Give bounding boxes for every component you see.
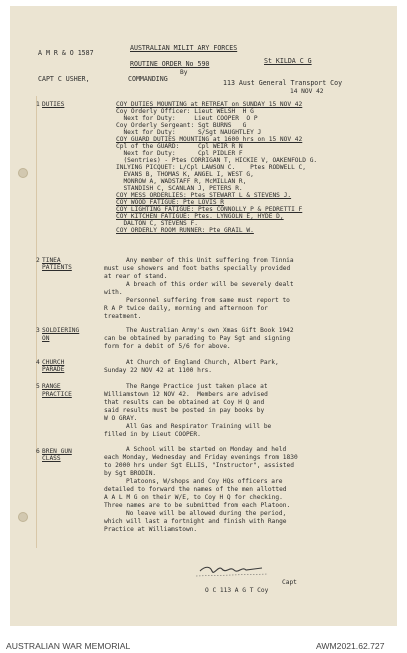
section-number: 5 bbox=[36, 383, 40, 390]
order-line: COY MESS ORDERLIES: Ptes STEWART L & STEVENS J. bbox=[116, 192, 292, 199]
order-line: The Australian Army's own Xmas Gift Book 1942 bbox=[126, 327, 294, 334]
order-line: STANDISH C, SCANLAN J, PETERS R. bbox=[116, 185, 243, 192]
section-number: 1 bbox=[36, 101, 40, 108]
order-line: INLYING PICQUET: L/Cpl LAWSON C. Ptes RODWELL C, bbox=[116, 164, 306, 171]
order-line: A A L M G on their W/E, to Coy H Q for checking. bbox=[104, 494, 283, 501]
order-line: Coy Orderly Sergeant: Sgt BURNS G bbox=[116, 122, 247, 129]
order-line: to 2000 hrs under Sgt ELLIS, "Instructor", assisted bbox=[104, 462, 294, 469]
location: St KILDA C G bbox=[264, 57, 312, 65]
order-line: said results must be posted in pay books by bbox=[104, 407, 265, 414]
order-line: which will last a fortnight and finish with Range bbox=[104, 518, 287, 525]
order-line: filled in by Lieut COOPER. bbox=[104, 431, 201, 438]
order-line: A School will be started on Monday and held bbox=[126, 446, 287, 453]
section-heading: PRACTICE bbox=[42, 391, 72, 398]
order-date: 14 NOV 42 bbox=[290, 88, 324, 95]
by-label: By bbox=[180, 69, 188, 76]
order-line: Williamstown 12 NOV 42. Members are advised bbox=[104, 391, 268, 398]
unit-title: AUSTRALIAN MILIT ARY FORCES bbox=[130, 44, 238, 52]
order-reference: A M R & O 1587 bbox=[38, 49, 94, 57]
order-line: Coy Orderly Officer: Lieut WELSH H G bbox=[116, 108, 254, 115]
order-line: EVANS B, THOMAS K, ANGEL I, WEST G, bbox=[116, 171, 254, 178]
footer-archive-name: AUSTRALIAN WAR MEMORIAL bbox=[6, 641, 131, 651]
order-line: can be obtained by parading to Pay Sgt and signing bbox=[104, 335, 291, 342]
order-line: Platoons, W/shops and Coy HQs officers are bbox=[126, 478, 283, 485]
order-line: form for a debit of 5/6 for above. bbox=[104, 343, 231, 350]
signature-rank: Capt bbox=[282, 579, 297, 586]
section-heading: ON bbox=[42, 335, 50, 342]
section-heading: CLASS bbox=[42, 455, 61, 462]
section-number: 3 bbox=[36, 327, 40, 334]
order-title: ROUTINE ORDER No 590 bbox=[130, 60, 210, 68]
section-number: 4 bbox=[36, 359, 40, 366]
section-heading: TINEA bbox=[42, 257, 61, 264]
order-line: COY LIGHTING FATIGUE: Ptes CONNOLLY P & PEDRETTI F bbox=[116, 206, 303, 213]
section-heading: PATIENTS bbox=[42, 264, 72, 271]
order-line: (Sentries) - Ptes CORRIGAN T, HICKIE V, OAKENFOLD G. bbox=[116, 157, 318, 164]
order-line: At Church of England Church, Albert Park, bbox=[126, 359, 279, 366]
order-line: A breach of this order will be severely dealt bbox=[126, 281, 294, 288]
order-line: at rear of stand. bbox=[104, 273, 168, 280]
order-line: The Range Practice just taken place at bbox=[126, 383, 268, 390]
section-heading: BREN GUN bbox=[42, 448, 72, 455]
order-line: All Gas and Respirator Training will be bbox=[126, 423, 272, 430]
order-line: by Sgt BRODIN. bbox=[104, 470, 157, 477]
order-line: Next for Duty: S/Sgt NAUGHTLEY J bbox=[116, 129, 262, 136]
section-heading: RANGE bbox=[42, 383, 61, 390]
order-line: COY KITCHEN FATIGUE: Ptes. LYNGOLN E, HYDE D, bbox=[116, 213, 284, 220]
unit-name: 113 Aust General Transport Coy bbox=[223, 79, 343, 87]
commander: CAPT C USHER, bbox=[38, 75, 90, 83]
order-line: COY ORDERLY ROOM RUNNER: Pte GRAIL W. bbox=[116, 227, 254, 234]
order-line: MONROW A, WADSTAFF R, McMILLAN R, bbox=[116, 178, 247, 185]
order-line: Personnel suffering from same must report to bbox=[126, 297, 290, 304]
order-line: treatment. bbox=[104, 313, 142, 320]
order-line: Next for Duty: Cpl PIDLER F bbox=[116, 150, 243, 157]
footer-accession-number: AWM2021.62.727 bbox=[316, 641, 385, 651]
order-line: Practice at Williamstown. bbox=[104, 526, 198, 533]
order-line: Cpl of the GUARD: Cpl WEIR R N bbox=[116, 143, 243, 150]
section-heading: PARADE bbox=[42, 366, 65, 373]
section-number: 2 bbox=[36, 257, 40, 264]
commanding-label: COMMANDING bbox=[128, 75, 168, 83]
order-line: that results can be obtained at Coy H Q and bbox=[104, 399, 265, 406]
order-line: with. bbox=[104, 289, 123, 296]
order-line: must use showers and foot baths specially provided bbox=[104, 265, 291, 272]
order-line: COY GUARD DUTIES MOUNTING at 1600 hrs on 15 NOV 42 bbox=[116, 136, 303, 143]
section-number: 6 bbox=[36, 448, 40, 455]
section-heading: DUTIES bbox=[42, 101, 65, 108]
order-line: Any member of this Unit suffering from Tinnia bbox=[126, 257, 294, 264]
order-line: COY DUTIES MOUNTING at RETREAT on SUNDAY 15 NOV 42 bbox=[116, 101, 303, 108]
order-line: COY WOOD FATIGUE: Pte LOVIS R bbox=[116, 199, 225, 206]
order-line: DALTON C, STEVENS F. bbox=[116, 220, 198, 227]
order-line: R A P twice daily, morning and afternoon for bbox=[104, 305, 268, 312]
order-line: each Monday, Wednesday and Friday evenings from 1830 bbox=[104, 454, 298, 461]
section-heading: CHURCH bbox=[42, 359, 65, 366]
order-line: W O GRAY. bbox=[104, 415, 138, 422]
section-heading: SOLDIERING bbox=[42, 327, 80, 334]
order-line: Next for Duty: Lieut COOPER O P bbox=[116, 115, 258, 122]
order-line: detailed to forward the names of the men allotted bbox=[104, 486, 287, 493]
order-line: Sunday 22 NOV 42 at 1100 hrs. bbox=[104, 367, 213, 374]
order-line: No leave will be allowed during the period, bbox=[126, 510, 287, 517]
order-line: Three names are to be submitted from each Platoon. bbox=[104, 502, 291, 509]
signature-title: O C 113 A G T Coy bbox=[205, 587, 269, 594]
